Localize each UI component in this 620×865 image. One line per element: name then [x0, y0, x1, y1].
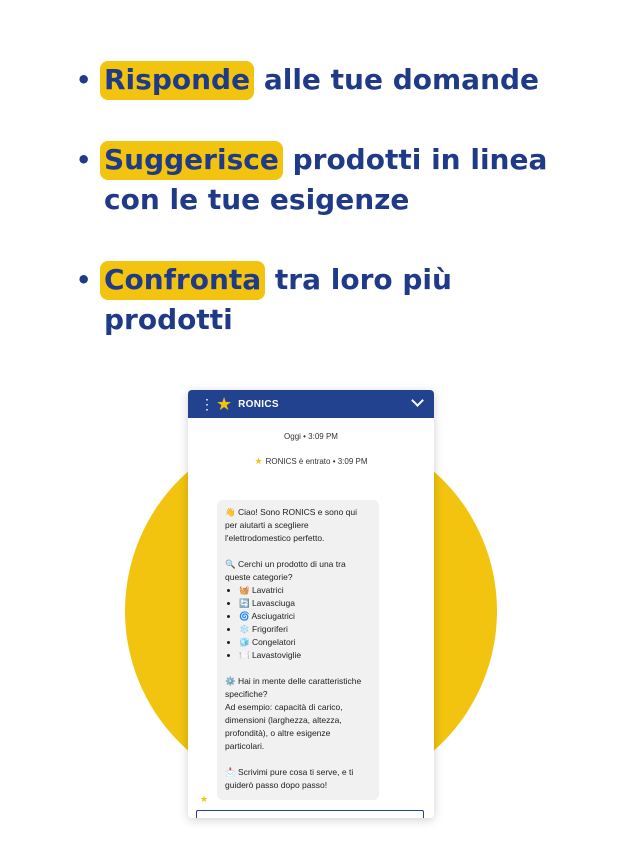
joined-label: RONICS è entrato • 3:09 PM: [265, 457, 368, 466]
feature-text: prodotti in linea con le tue esigenze: [104, 143, 548, 216]
list-item: • 🌀 Asciugatrici: [239, 610, 371, 623]
list-item: • 🧺 Lavatrici: [239, 584, 371, 597]
menu-icon[interactable]: ⋮: [200, 396, 214, 412]
chevron-down-icon[interactable]: [411, 394, 424, 407]
bullet: •: [76, 266, 92, 294]
message-input-box[interactable]: [196, 810, 424, 818]
feature-highlight: Confronta: [100, 261, 265, 300]
message-closing: 📩 Scrivimi pure cosa ti serve, e ti guiderò passo dopo passo!: [225, 767, 354, 790]
chat-body[interactable]: [188, 418, 434, 818]
bot-message-bubble: [217, 500, 379, 800]
chat-header: [188, 390, 434, 418]
message-question-categories: 🔍 Cerchi un prodotto di una tra queste categorie?: [225, 559, 346, 582]
message-input[interactable]: [197, 812, 423, 819]
list-item: • 🧊 Congelatori: [239, 636, 371, 649]
feature-text: alle tue domande: [263, 63, 540, 96]
date-label: Oggi • 3:09 PM: [284, 432, 338, 441]
bullet: •: [76, 66, 92, 94]
category-list: [225, 584, 371, 662]
message-greeting: 👋 Ciao! Sono RONICS e sono qui per aiutarti a scegliere l'elettrodomestico perfetto.: [225, 507, 358, 543]
bot-name: RONICS: [238, 398, 279, 410]
message-example: Ad esempio: capacità di carico, dimensioni (larghezza, altezza, profondità), o altre esigenze particolari.: [225, 702, 343, 751]
list-item: • 🔄 Lavasciuga: [239, 597, 371, 610]
star-logo-icon: ★: [216, 394, 233, 414]
feature-highlight: Suggerisce: [100, 141, 283, 180]
feature-text: tra loro più prodotti: [104, 263, 452, 336]
joined-notice: [188, 456, 434, 467]
star-icon: ★: [254, 456, 263, 466]
feature-highlight: Risponde: [100, 61, 254, 100]
bullet: •: [76, 146, 92, 174]
list-item: • 🍽️ Lavastoviglie: [239, 649, 371, 662]
message-question-features: ⚙️ Hai in mente delle caratteristiche specifiche?: [225, 676, 362, 699]
chat-widget: [188, 390, 434, 818]
list-item: • ❄️ Frigoriferi: [239, 623, 371, 636]
bot-avatar-icon: ★: [200, 794, 209, 804]
